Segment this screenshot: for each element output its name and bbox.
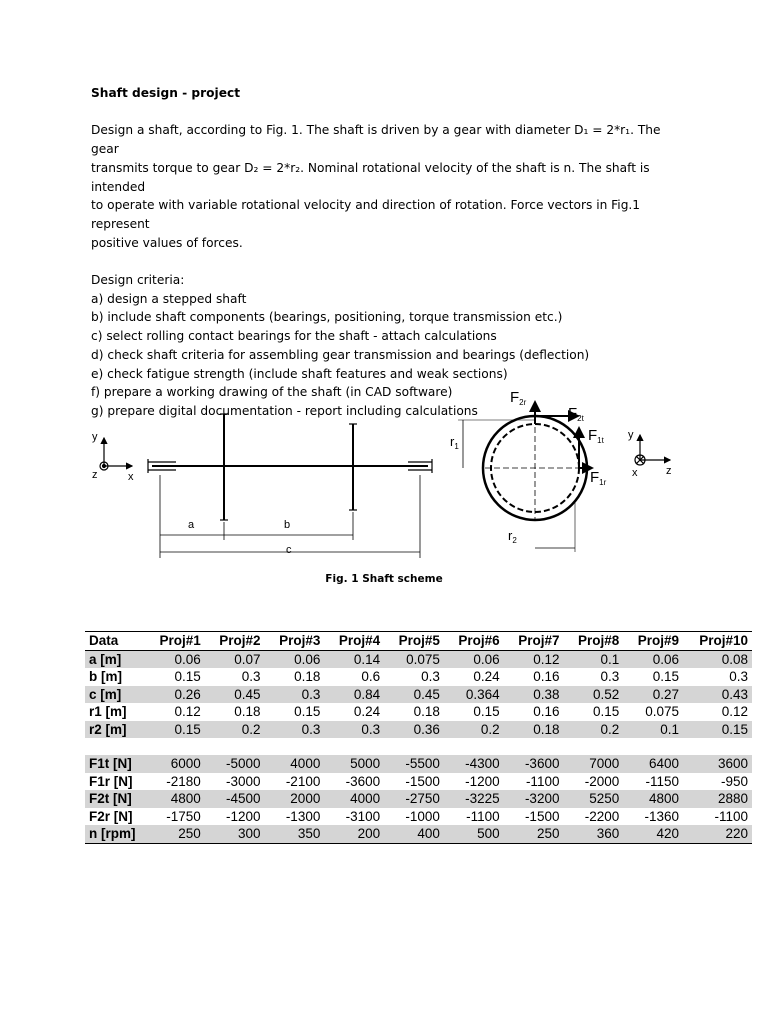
table-cell: 350 (265, 825, 325, 843)
header-cell: Proj#6 (444, 632, 504, 651)
intro-line: to operate with variable rotational velocity and direction of rotation. Force vectors in Fig.1 represent (91, 198, 641, 231)
criteria-item: b) include shaft components (bearings, positioning, torque transmission etc.) (91, 310, 563, 325)
r2-label: $r_2$ (508, 528, 517, 545)
axis-z2-label: z (666, 465, 672, 477)
table-cell: 0.16 (533, 669, 560, 685)
table-cell: 250 (145, 825, 205, 843)
table-row (85, 668, 752, 686)
table-cell: 200 (324, 825, 384, 843)
criteria-heading: Design criteria: (91, 273, 185, 287)
table-cell: 0.06 (265, 650, 325, 668)
table-cell: 0.15 (145, 721, 205, 739)
criteria-item: c) select rolling contact bearings for the shaft - attach calculations (91, 329, 497, 344)
table-cell: 6400 (623, 755, 683, 773)
row-label: r1 [m] (89, 704, 127, 720)
table-cell: 0.36 (384, 721, 444, 739)
table-cell: -5500 (384, 755, 444, 773)
table-spacer-row (85, 738, 752, 755)
table-cell: 0.364 (444, 686, 504, 704)
table-cell: 0.12 (721, 704, 748, 720)
table-cell: 0.14 (324, 650, 384, 668)
table-cell: 0.1 (563, 650, 623, 668)
table-cell: -1100 (714, 808, 748, 824)
table-cell: 6000 (145, 755, 205, 773)
table-cell: 0.2 (444, 721, 504, 739)
table-row (85, 755, 752, 773)
table-cell: -1300 (285, 808, 321, 824)
table-cell: -2180 (166, 773, 201, 789)
table-row (85, 650, 752, 668)
figure-caption: Fig. 1 Shaft scheme (325, 573, 443, 585)
table-cell: 4800 (145, 790, 205, 808)
table-cell: 0.06 (444, 650, 504, 668)
table-cell: 0.38 (504, 686, 564, 704)
table-cell: 0.2 (563, 721, 623, 739)
dim-b-label: b (284, 519, 291, 531)
table-row (85, 686, 752, 704)
table-cell: 0.52 (563, 686, 623, 704)
table-cell: 0.15 (473, 704, 500, 720)
table-cell: 0.15 (174, 669, 201, 685)
table-cell: 250 (504, 825, 564, 843)
axis-y2-label: y (628, 429, 634, 441)
table-cell: 420 (623, 825, 683, 843)
table-cell: 0.12 (174, 704, 201, 720)
table-cell: -5000 (205, 755, 265, 773)
F2r-label: $F_{2r}$ (510, 389, 527, 407)
table-cell: 0.1 (623, 721, 683, 739)
F1r-label: $F_{1r}$ (590, 469, 607, 487)
table-cell: 0.15 (294, 704, 321, 720)
table-cell: 0.15 (592, 704, 620, 720)
table-cell: 0.15 (652, 669, 680, 685)
table-cell: 2880 (683, 790, 752, 808)
header-cell: Data (85, 632, 145, 651)
table-cell: 0.06 (145, 650, 205, 668)
table-cell: 0.08 (683, 650, 752, 668)
table-cell: 5250 (563, 790, 623, 808)
table-row (85, 773, 752, 791)
table-cell: -1200 (226, 808, 261, 824)
table-row (85, 703, 752, 721)
table-cell: 0.16 (533, 704, 560, 720)
F1t-label: $F_{1t}$ (588, 427, 604, 445)
criteria-item: g) prepare digital documentation - report including calculations (91, 403, 478, 418)
row-label: F2r [N] (89, 808, 133, 824)
row-label: r2 [m] (85, 721, 145, 739)
table-cell: -3225 (444, 790, 504, 808)
table-cell: -3600 (504, 755, 564, 773)
criteria-item: e) check fatigue strength (include shaft features and weak sections) (91, 366, 508, 381)
table-cell: -3200 (504, 790, 564, 808)
table-cell: 4000 (324, 790, 384, 808)
table-cell: 0.26 (145, 686, 205, 704)
table-cell: 0.18 (504, 721, 564, 739)
row-label: b [m] (89, 669, 122, 685)
table-row (85, 721, 752, 739)
table-cell: 0.06 (623, 650, 683, 668)
row-label: F2t [N] (85, 790, 145, 808)
criteria-item: a) design a stepped shaft (91, 291, 247, 306)
table-cell: 0.3 (324, 721, 384, 739)
document-title: Shaft design - project (91, 86, 241, 100)
table-cell: 0.18 (413, 704, 440, 720)
row-label: F1r [N] (89, 773, 133, 789)
shaft-scheme-figure (80, 380, 700, 580)
header-cell: Proj#3 (265, 632, 325, 651)
table-cell: 0.3 (241, 669, 261, 685)
header-cell: Proj#1 (145, 632, 205, 651)
table-cell: 0.18 (294, 669, 321, 685)
document-body (91, 84, 691, 421)
table-cell: 3600 (683, 755, 752, 773)
table-cell: -3600 (345, 773, 381, 789)
table-cell: -4500 (205, 790, 265, 808)
intro-line: Design a shaft, according to Fig. 1. The shaft is driven by a gear with diameter D₁ = 2*r₁. The gear (91, 123, 661, 157)
r1-label: $r_1$ (450, 434, 459, 451)
table-cell: 7000 (563, 755, 623, 773)
table-cell: 0.3 (421, 669, 440, 685)
table-cell: 0.3 (265, 686, 325, 704)
table-cell: 500 (444, 825, 504, 843)
row-label: F1t [N] (85, 755, 145, 773)
intro-line: positive values of forces. (91, 235, 243, 250)
table-cell: 0.3 (265, 721, 325, 739)
table-cell: -2100 (285, 773, 321, 789)
table-row (85, 790, 752, 808)
table-cell: -3100 (345, 808, 381, 824)
axis-z-label: z (92, 469, 98, 481)
header-cell: Proj#7 (504, 632, 564, 651)
intro-line: transmits torque to gear D₂ = 2*r₂. Nominal rotational velocity of the shaft is n. The shaft is intended (91, 160, 650, 194)
table-cell: -950 (720, 773, 748, 789)
axis-y-label: y (92, 431, 98, 443)
table-cell: 400 (384, 825, 444, 843)
header-cell: Proj#9 (623, 632, 683, 651)
axis-x2-label: x (632, 467, 638, 479)
table-cell: -3000 (226, 773, 261, 789)
table-cell: 0.3 (729, 669, 748, 685)
table-cell: -1000 (405, 808, 440, 824)
header-cell: Proj#10 (683, 632, 752, 651)
table-cell: -1100 (525, 773, 560, 789)
header-cell: Proj#4 (324, 632, 384, 651)
table-cell: 0.3 (600, 669, 620, 685)
table-cell: 360 (563, 825, 623, 843)
row-label: a [m] (85, 650, 145, 668)
table-cell: -2200 (584, 808, 620, 824)
table-cell: -1100 (466, 808, 500, 824)
table-cell: 0.84 (324, 686, 384, 704)
F2t-label: $F_{2t}$ (568, 405, 584, 423)
table-cell: 0.43 (683, 686, 752, 704)
table-cell: 0.45 (384, 686, 444, 704)
table-cell: 0.24 (353, 704, 381, 720)
header-cell: Proj#8 (563, 632, 623, 651)
table-cell: 0.075 (384, 650, 444, 668)
table-cell: 0.45 (205, 686, 265, 704)
table-cell: 0.2 (205, 721, 265, 739)
table-cell: -1150 (645, 773, 680, 789)
table-cell: -1500 (524, 808, 560, 824)
table-cell: 0.27 (623, 686, 683, 704)
dim-c-label: c (286, 544, 292, 556)
table-cell: 300 (205, 825, 265, 843)
table-cell: -2750 (384, 790, 444, 808)
dim-a-label: a (188, 519, 195, 531)
table-cell: -1500 (405, 773, 440, 789)
table-cell: -1750 (166, 808, 201, 824)
table-cell: 0.12 (504, 650, 564, 668)
table-cell: 5000 (324, 755, 384, 773)
table-cell: -1360 (644, 808, 680, 824)
table-cell: 0.075 (645, 704, 680, 720)
table-cell: -2000 (584, 773, 620, 789)
table-cell: 2000 (265, 790, 325, 808)
axis-x-label: x (128, 471, 134, 483)
criteria-item: f) prepare a working drawing of the shaft (in CAD software) (91, 385, 453, 400)
table-cell: 0.24 (473, 669, 500, 685)
project-data-table (85, 631, 752, 844)
table-cell: 4800 (623, 790, 683, 808)
table-cell: -1200 (465, 773, 500, 789)
table-cell: 220 (683, 825, 752, 843)
table-cell: 0.6 (361, 669, 381, 685)
header-cell: Proj#2 (205, 632, 265, 651)
row-label: c [m] (85, 686, 145, 704)
table-cell: -4300 (444, 755, 504, 773)
row-label: n [rpm] (85, 825, 145, 843)
table-header-row (85, 632, 752, 651)
table-cell: 4000 (265, 755, 325, 773)
table-cell: 0.07 (205, 650, 265, 668)
table-cell: 0.18 (234, 704, 261, 720)
table-row (85, 825, 752, 843)
table-row (85, 808, 752, 826)
criteria-item: d) check shaft criteria for assembling gear transmission and bearings (deflection) (91, 347, 590, 362)
header-cell: Proj#5 (384, 632, 444, 651)
table-cell: 0.15 (683, 721, 752, 739)
